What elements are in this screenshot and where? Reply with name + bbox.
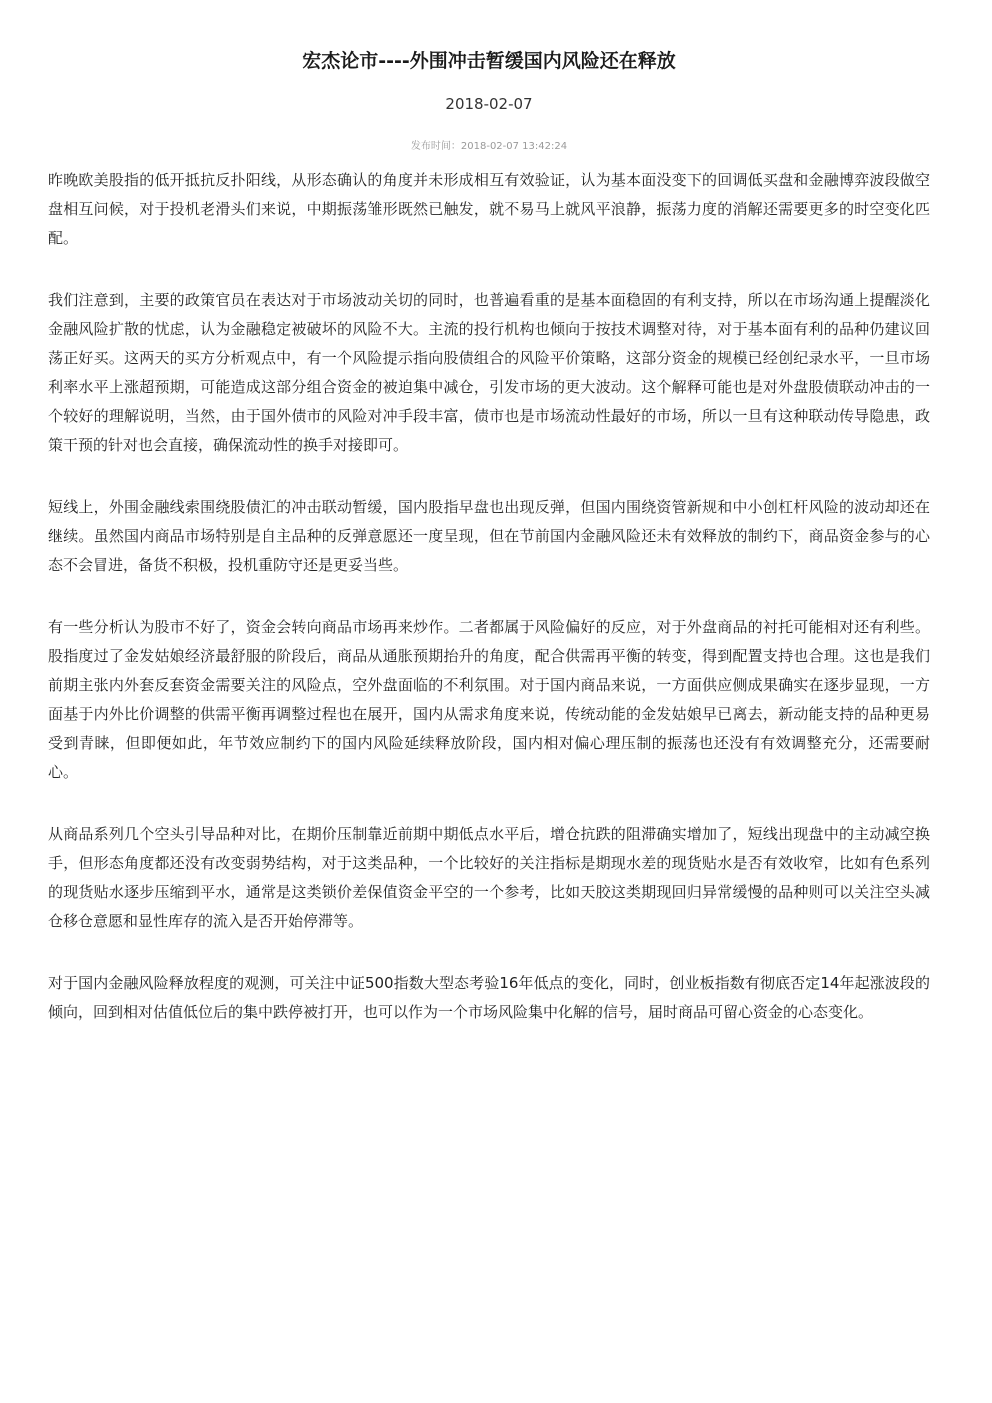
- article-paragraph-3: 短线上，外围金融线索围绕股债汇的冲击联动暂缓，国内股指早盘也出现反弹，但国内围绕资管新规和中小创杠杆风险的波动却还在继续。虽然国内商品市场特别是自主品种的反弹意愿还一度呈现，但在节前国内金融风险还未有效释放的制约下，商品资金参与的心态不会冒进，备货不积极，投机重防守还是更妥当些。: [48, 498, 930, 574]
- article-date: 2018-02-07: [445, 95, 533, 113]
- article-paragraph-4: 有一些分析认为股市不好了，资金会转向商品市场再来炒作。二者都属于风险偏好的反应，对于外盘商品的衬托可能相对还有利些。股指度过了金发姑娘经济最舒服的阶段后，商品从通胀预期抬升的角度，配合供需再平衡的转变，得到配置支持也合理。这也是我们前期主张内外套反套资金需要关注的风险点，空外盘面临的不利氛围。对于国内商品来说，一方面供应侧成果确实在逐步显现，一方面基于内外比价调整的供需平衡再调整过程也在展开，国内从需求角度来说，传统动能的金发姑娘早已离去，新动能支持的品种更易受到青睐，但即便如此，年节效应制约下的国内风险延续释放阶段，国内相对偏心理压制的振荡也还没有有效调整充分，还需要耐心。: [48, 618, 930, 781]
- article-paragraph-6: 对于国内金融风险释放程度的观测，可关注中证500指数大型态考验16年低点的变化，同时，创业板指数有彻底否定14年起涨波段的倾向，回到相对估值低位后的集中跌停被打开，也可以作为一个市场风险集中化解的信号，届时商品可留心资金的心态变化。: [48, 974, 930, 1021]
- article-paragraph-1: 昨晚欧美股指的低开抵抗反扑阳线，从形态确认的角度并未形成相互有效验证，认为基本面没变下的回调低买盘和金融博弈波段做空盘相互问候，对于投机老滑头们来说，中期振荡雏形既然已触发，就不易马上就风平浪静，振荡力度的消解还需要更多的时空变化匹配。: [48, 171, 930, 247]
- article-paragraph-2: 我们注意到，主要的政策官员在表达对于市场波动关切的同时，也普遍看重的是基本面稳固的有利支持，所以在市场沟通上提醒淡化金融风险扩散的忧虑，认为金融稳定被破坏的风险不大。主流的投行机构也倾向于按技术调整对待，对于基本面有利的品种仍建议回荡正好买。这两天的买方分析观点中，有一个风险提示指向股债组合的风险平价策略，这部分资金的规模已经创纪录水平，一旦市场利率水平上涨超预期，可能造成这部分组合资金的被迫集中减仓，引发市场的更大波动。这个解释可能也是对外盘股债联动冲击的一个较好的理解说明，当然，由于国外债市的风险对冲手段丰富，债市也是市场流动性最好的市场，所以一旦有这种联动传导隐患，政策干预的针对也会直接，确保流动性的换手对接即可。: [48, 291, 930, 454]
- publish-time: 发布时间：2018-02-07 13:42:24: [410, 141, 568, 152]
- article-title: 宏杰论市----外围冲击暂缓国内风险还在释放: [302, 50, 676, 72]
- article-body: [48, 166, 930, 1027]
- article-paragraph-5: 从商品系列几个空头引导品种对比，在期价压制靠近前期中期低点水平后，增仓抗跌的阻滞确实增加了，短线出现盘中的主动减空换手，但形态角度都还没有改变弱势结构，对于这类品种，一个比较好的关注指标是期现水差的现货贴水是否有效收窄，比如有色系列的现货贴水逐步压缩到平水，通常是这类锁价差保值资金平空的一个参考，比如天胶这类期现回归异常缓慢的品种则可以关注空头减仓移仓意愿和显性库存的流入是否开始停滞等。: [48, 825, 930, 930]
